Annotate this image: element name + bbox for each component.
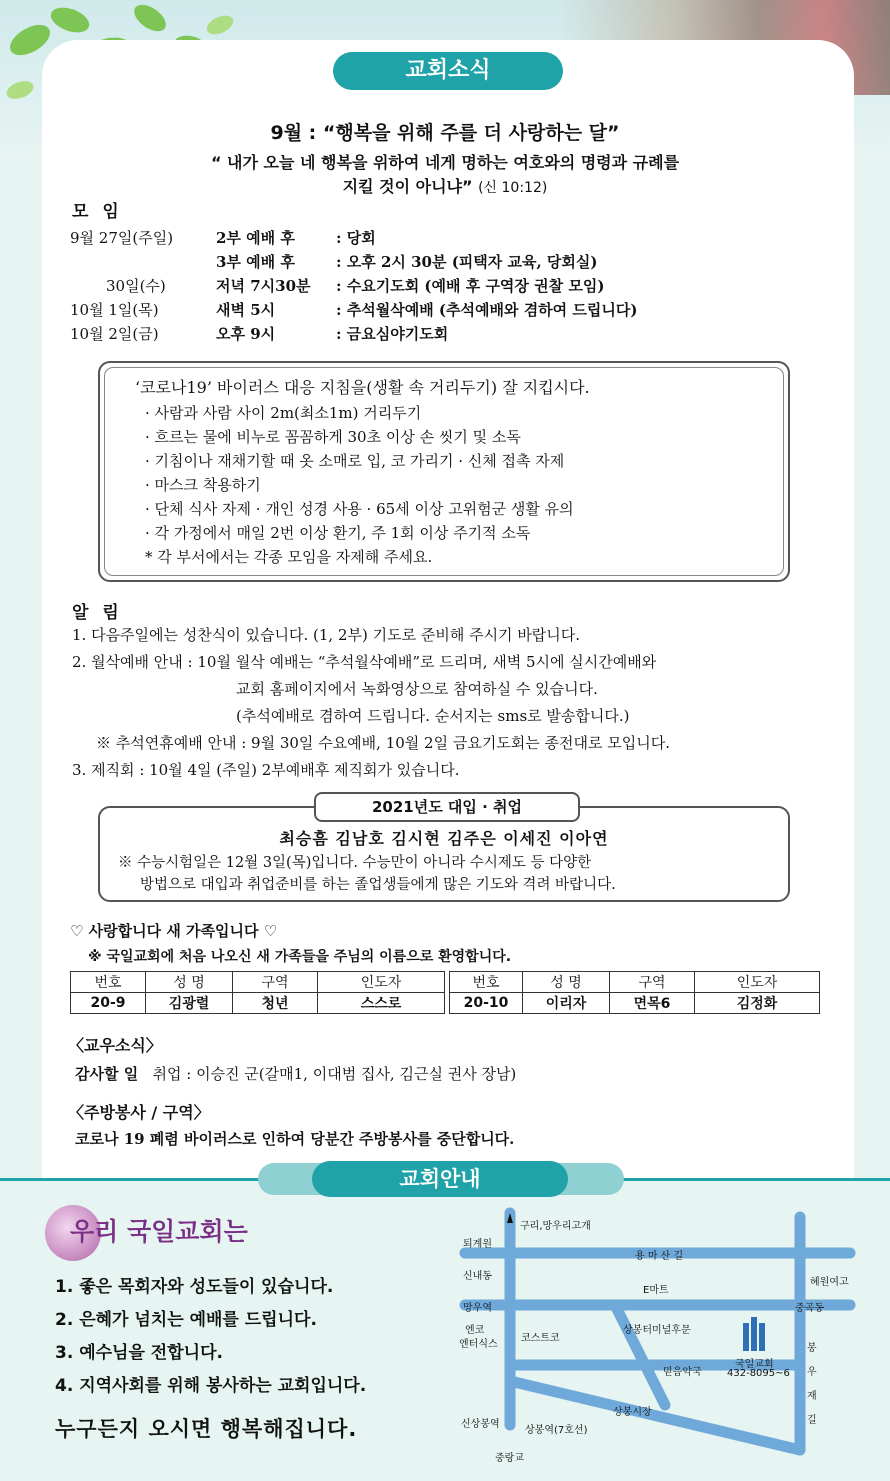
- church-intro-item: 4. 지역사회를 위해 봉사하는 교회입니다.: [55, 1376, 367, 1396]
- member-news-label: 감사할 일: [75, 1065, 139, 1083]
- notice-line: 2. 월삭예배 안내 : 10월 월삭 예배는 “추석월삭예배”로 드리며, 새벽 5시에 실시간예배와: [72, 653, 657, 671]
- map-label: 길: [807, 1415, 817, 1426]
- schedule-row: [70, 250, 830, 274]
- gathering-heading: 모 임: [72, 202, 123, 222]
- map-label: 혜원여고: [810, 1277, 849, 1288]
- university-tag: 2021년도 대입 · 취업: [314, 792, 580, 822]
- map-label: 용 마 산 길: [635, 1251, 684, 1262]
- table-header: 번호: [71, 972, 146, 993]
- church-guide-pill: 교회안내: [312, 1161, 568, 1197]
- kitchen-text: 코로나 19 폐렴 바이러스로 인하여 당분간 주방봉사를 중단합니다.: [75, 1130, 515, 1148]
- table-cell: 면목6: [610, 993, 695, 1014]
- new-family-heading: ♡ 사랑합니다 새 가족입니다 ♡: [70, 922, 278, 940]
- notice-line: 1. 다음주일에는 성찬식이 있습니다. (1, 2부) 기도로 준비해 주시기 바랍니다.: [72, 626, 581, 644]
- map-label: 퇴계원: [463, 1239, 492, 1250]
- covid-item: · 단체 식사 자제 · 개인 성경 사용 · 65세 이상 고위험군 생활 유의: [145, 500, 574, 518]
- schedule-row: [70, 322, 830, 346]
- table-cell: 청년: [233, 993, 318, 1014]
- news-title-pill: 교회소식: [333, 52, 563, 90]
- schedule-row: [70, 298, 830, 322]
- notices-heading: 알 림: [72, 603, 123, 623]
- table-cell: 김정화: [695, 993, 820, 1014]
- map-label: 상봉시장: [613, 1407, 652, 1418]
- verse-line-1: “ 내가 오늘 네 행복을 위하여 네게 명하는 여호와의 명령과 규례를: [210, 153, 680, 172]
- member-news-text: 취업 : 이승진 군(갈매1, 이대범 집사, 김근실 권사 장남): [152, 1065, 517, 1083]
- table-header-row: [71, 972, 820, 993]
- table-header: 구역: [233, 972, 318, 993]
- kitchen-heading: 〈주방봉사 / 구역〉: [68, 1103, 210, 1122]
- table-header: 성 명: [146, 972, 233, 993]
- covid-note: * 각 부서에서는 각종 모임을 자제해 주세요.: [145, 548, 433, 566]
- schedule-date: 10월 1일(목): [70, 301, 159, 319]
- map-label: 432-8095~6: [727, 1368, 790, 1379]
- map-label: 믿음약국: [663, 1367, 702, 1378]
- schedule-row: [70, 226, 830, 250]
- table-cell: 이리자: [523, 993, 610, 1014]
- university-note: ※ 수능시험일은 12월 3일(목)입니다. 수능만이 아니라 수시제도 등 다양한: [118, 855, 592, 871]
- map-label: 국일교회: [735, 1359, 774, 1370]
- map-label: 신내동: [463, 1271, 492, 1282]
- map-label: 신상봉역: [461, 1419, 500, 1430]
- schedule-time: 새벽 5시: [216, 301, 276, 319]
- church-slogan: 누구든지 오시면 행복해집니다.: [55, 1417, 358, 1441]
- church-intro-item: 2. 은혜가 넘치는 예배를 드립니다.: [55, 1310, 317, 1330]
- schedule-time: 2부 예배 후: [216, 229, 295, 247]
- table-cell: 20-10: [450, 993, 523, 1014]
- schedule-time: 저녁 7시30분: [216, 277, 311, 295]
- table-header: 성 명: [523, 972, 610, 993]
- table-header: 구역: [610, 972, 695, 993]
- table-cell: 스스로: [318, 993, 445, 1014]
- gathering-schedule: [70, 226, 830, 346]
- covid-item: · 흐르는 물에 비누로 꼼꼼하게 30초 이상 손 씻기 및 소독: [145, 428, 521, 446]
- map-label: 엔터식스: [459, 1339, 498, 1350]
- schedule-event: : 추석월삭예배 (추석예배와 겸하여 드립니다): [336, 301, 638, 319]
- table-cell: 20-9: [71, 993, 146, 1014]
- map-label: 재: [807, 1391, 817, 1402]
- covid-item: · 마스크 착용하기: [145, 476, 261, 494]
- map-label: 상봉터미널후문: [623, 1325, 691, 1336]
- schedule-time: 3부 예배 후: [216, 253, 295, 271]
- table-row: [71, 993, 820, 1014]
- schedule-row: [70, 274, 830, 298]
- schedule-event: : 오후 2시 30분 (피택자 교육, 당회실): [336, 253, 598, 271]
- church-intro-item: 1. 좋은 목회자와 성도들이 있습니다.: [55, 1277, 334, 1297]
- schedule-date: 30일(수): [106, 277, 166, 295]
- church-intro-title: 우리 국일교회는: [70, 1217, 248, 1246]
- verse-reference: (신 10:12): [478, 180, 548, 196]
- new-family-subtitle: ※ 국일교회에 처음 나오신 새 가족들을 주님의 이름으로 환영합니다.: [88, 949, 512, 965]
- covid-item: · 사람과 사람 사이 2m(최소1m) 거리두기: [145, 404, 422, 422]
- notice-line: ※ 추석연휴예배 안내 : 9월 30일 수요예배, 10월 2일 금요기도회는 종전대로 모입니다.: [96, 734, 671, 752]
- map-label: 구리,망우리고개: [520, 1221, 591, 1232]
- covid-title: ‘코로나19’ 바이러스 대응 지침을(생활 속 거리두기) 잘 지킵시다.: [135, 378, 590, 397]
- table-header: 인도자: [695, 972, 820, 993]
- university-note: 방법으로 대입과 취업준비를 하는 졸업생들에게 많은 기도와 격려 바랍니다.: [140, 877, 616, 893]
- member-news-heading: 〈교우소식〉: [68, 1036, 162, 1055]
- map-label: 상봉역(7호선): [525, 1425, 588, 1436]
- covid-item: · 각 가정에서 매일 2번 이상 환기, 주 1회 이상 주기적 소독: [145, 524, 531, 542]
- schedule-event: : 수요기도회 (예배 후 구역장 권찰 모임): [336, 277, 605, 295]
- member-news-line: [75, 1063, 516, 1084]
- map-label: 엔코: [465, 1325, 485, 1336]
- schedule-event: : 당회: [336, 229, 376, 247]
- schedule-date: 9월 27일(주일): [70, 229, 174, 247]
- notice-line: 3. 제직회 : 10월 4일 (주일) 2부예배후 제직회가 있습니다.: [72, 761, 460, 779]
- new-family-table: [70, 971, 820, 1014]
- map-label: 코스트코: [521, 1333, 560, 1344]
- church-intro-item: 3. 예수님을 전합니다.: [55, 1343, 223, 1363]
- table-header: 번호: [450, 972, 523, 993]
- schedule-time: 오후 9시: [216, 325, 276, 343]
- map-label: 봉: [807, 1343, 817, 1354]
- covid-item: · 기침이나 재채기할 때 옷 소매로 입, 코 가리기 · 신체 접촉 자제: [145, 452, 565, 470]
- notice-line: (추석예배로 겸하여 드립니다. 순서지는 sms로 발송합니다.): [236, 707, 630, 725]
- map-label: E마트: [643, 1285, 669, 1296]
- table-cell: 김광렬: [146, 993, 233, 1014]
- map-label: 망우역: [463, 1303, 492, 1314]
- map-label: 중곡동: [795, 1303, 824, 1314]
- schedule-date: 10월 2일(금): [70, 325, 159, 343]
- month-theme: 9월 : “행복을 위해 주를 더 사랑하는 달”: [270, 122, 620, 144]
- map-label: 중랑교: [495, 1453, 524, 1464]
- verse-line-2: 지킬 것이 아니냐” (신 10:12): [342, 177, 548, 196]
- notice-line: 교회 홈페이지에서 녹화영상으로 참여하실 수 있습니다.: [236, 680, 598, 698]
- schedule-event: : 금요심야기도회: [336, 325, 449, 343]
- location-map: [455, 1205, 865, 1465]
- table-header: 인도자: [318, 972, 445, 993]
- graduate-names: 최승흠 김남호 김시현 김주은 이세진 이아연: [279, 829, 609, 848]
- map-label: 우: [807, 1367, 817, 1378]
